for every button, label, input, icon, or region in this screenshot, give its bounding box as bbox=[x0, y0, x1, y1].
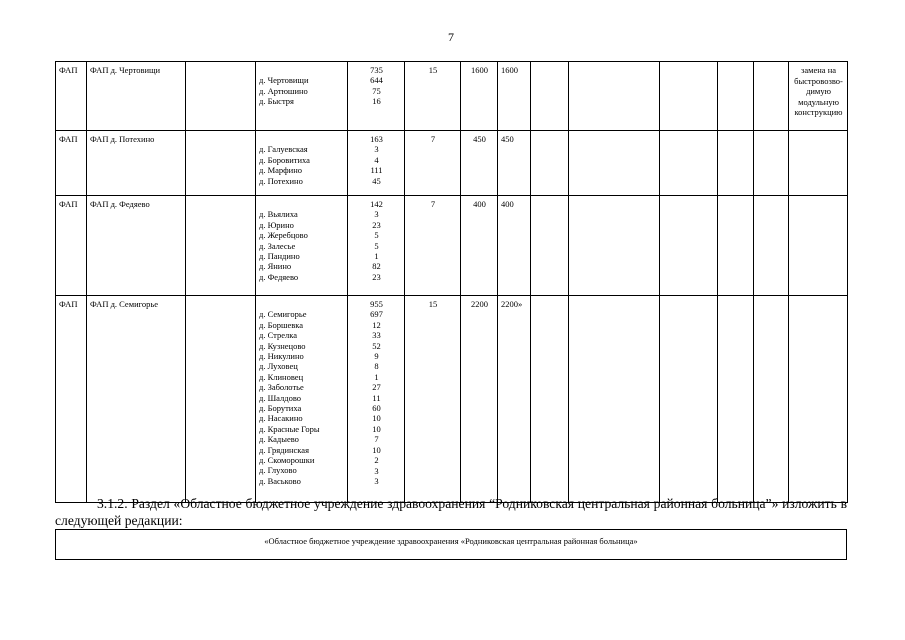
population-cell bbox=[348, 296, 405, 503]
settlement-name: д. Янино bbox=[259, 261, 292, 272]
col6-cell: 400 bbox=[461, 196, 498, 296]
note-cell bbox=[789, 131, 848, 196]
table-row bbox=[56, 62, 848, 131]
col5-cell: 15 bbox=[405, 296, 461, 503]
col7-cell: 2200» bbox=[498, 296, 531, 503]
note-cell bbox=[789, 296, 848, 503]
settlements-cell bbox=[256, 62, 348, 131]
population-cell bbox=[348, 62, 405, 131]
settlement-name: д. Клиновец bbox=[259, 371, 304, 382]
facility-name-cell: ФАП д. Потехино bbox=[87, 131, 186, 196]
settlement-name: д. Галуевская bbox=[259, 144, 308, 155]
population-value: 5 bbox=[374, 230, 379, 241]
settlement-name: д. Семигорье bbox=[259, 309, 307, 320]
empty-cell bbox=[186, 131, 256, 196]
population-value: 23 bbox=[372, 219, 381, 230]
empty-cell bbox=[569, 131, 660, 196]
facility-name-cell: ФАП д. Федяево bbox=[87, 196, 186, 296]
settlement-name: д. Марфино bbox=[259, 165, 303, 176]
empty-cell bbox=[660, 131, 718, 196]
note-cell bbox=[789, 196, 848, 296]
population-value: 697 bbox=[370, 309, 383, 320]
settlement-name: д. Жеребцово bbox=[259, 230, 308, 241]
settlement-name: д. Боровитиха bbox=[259, 154, 310, 165]
settlement-name: д. Кадыево bbox=[259, 434, 299, 445]
empty-cell bbox=[660, 196, 718, 296]
settlement-name: д. Федяево bbox=[259, 271, 299, 282]
population-value: 8 bbox=[374, 361, 379, 372]
population-value: 10 bbox=[372, 423, 381, 434]
empty-cell bbox=[569, 296, 660, 503]
empty-cell bbox=[718, 62, 754, 131]
settlement-name: д. Залесье bbox=[259, 240, 296, 251]
table-row bbox=[56, 131, 848, 196]
population-value: 10 bbox=[372, 413, 381, 424]
facility-type-cell: ФАП bbox=[56, 196, 87, 296]
settlement-name: д. Вьялиха bbox=[259, 209, 298, 220]
empty-cell bbox=[754, 196, 789, 296]
settlement-name: д. Красные Горы bbox=[259, 423, 320, 434]
empty-cell bbox=[718, 196, 754, 296]
col7-cell: 400 bbox=[498, 196, 531, 296]
settlement-name: д. Васьково bbox=[259, 475, 301, 486]
population-value: 1 bbox=[374, 371, 379, 382]
population-total: 955 bbox=[370, 299, 383, 309]
settlement-name: д. Потехино bbox=[259, 175, 303, 186]
population-value: 3 bbox=[374, 144, 379, 155]
table-row bbox=[56, 196, 848, 296]
empty-cell bbox=[531, 131, 569, 196]
settlements-cell bbox=[256, 131, 348, 196]
empty-cell bbox=[754, 296, 789, 503]
settlement-name: д. Глухово bbox=[259, 465, 297, 476]
amendment-paragraph: 3.1.2. Раздел «Областное бюджетное учреждение здравоохранения “Родниковская центральная районная больница”» изложить в следующей редакции: bbox=[55, 496, 847, 528]
settlement-name: д. Никулино bbox=[259, 351, 304, 362]
population-value: 27 bbox=[372, 382, 381, 393]
settlement-name: д. Кузнецово bbox=[259, 340, 306, 351]
population-value: 9 bbox=[374, 351, 379, 362]
population-value: 33 bbox=[372, 330, 381, 341]
settlement-name: д. Быстря bbox=[259, 96, 294, 107]
col5-cell: 7 bbox=[405, 196, 461, 296]
settlement-name: д. Скоморошки bbox=[259, 455, 315, 466]
population-value: 644 bbox=[370, 75, 383, 86]
settlement-name: д. Артюшино bbox=[259, 85, 308, 96]
empty-cell bbox=[531, 296, 569, 503]
table-row bbox=[56, 296, 848, 503]
empty-cell bbox=[754, 62, 789, 131]
population-value: 111 bbox=[370, 165, 383, 176]
population-value: 1 bbox=[374, 251, 379, 262]
population-value: 52 bbox=[372, 340, 381, 351]
section-title: «Областное бюджетное учреждение здравоохранения «Родниковская центральная районная больница» bbox=[264, 536, 638, 546]
table-body bbox=[56, 62, 848, 503]
empty-cell bbox=[186, 296, 256, 503]
population-value: 23 bbox=[372, 271, 381, 282]
page-number: 7 bbox=[448, 30, 454, 44]
empty-cell bbox=[660, 62, 718, 131]
col5-cell: 7 bbox=[405, 131, 461, 196]
settlement-name: д. Юрино bbox=[259, 219, 294, 230]
population-cell bbox=[348, 196, 405, 296]
facility-name-cell: ФАП д. Чертовищи bbox=[87, 62, 186, 131]
population-cell bbox=[348, 131, 405, 196]
empty-cell bbox=[718, 296, 754, 503]
empty-cell bbox=[186, 62, 256, 131]
empty-cell bbox=[569, 62, 660, 131]
settlement-name: д. Боршевка bbox=[259, 319, 304, 330]
facility-name-cell: ФАП д. Семигорье bbox=[87, 296, 186, 503]
col6-cell: 450 bbox=[461, 131, 498, 196]
population-total: 142 bbox=[370, 199, 383, 209]
population-total: 735 bbox=[370, 65, 383, 75]
facility-type-cell: ФАП bbox=[56, 131, 87, 196]
col7-cell: 450 bbox=[498, 131, 531, 196]
empty-cell bbox=[531, 196, 569, 296]
section-title-box bbox=[55, 529, 847, 560]
population-value: 5 bbox=[374, 240, 379, 251]
empty-cell bbox=[531, 62, 569, 131]
population-value: 12 bbox=[372, 319, 381, 330]
population-value: 16 bbox=[372, 96, 381, 107]
population-value: 10 bbox=[372, 444, 381, 455]
col6-cell: 1600 bbox=[461, 62, 498, 131]
population-value: 4 bbox=[374, 154, 379, 165]
population-value: 7 bbox=[374, 434, 379, 445]
settlement-name: д. Шалдово bbox=[259, 392, 302, 403]
facility-type-cell: ФАП bbox=[56, 62, 87, 131]
empty-cell bbox=[569, 196, 660, 296]
population-value: 45 bbox=[372, 175, 381, 186]
settlement-name: д. Грядинская bbox=[259, 444, 309, 455]
settlement-name: д. Чертовищи bbox=[259, 75, 309, 86]
col5-cell: 15 bbox=[405, 62, 461, 131]
empty-cell bbox=[754, 131, 789, 196]
empty-cell bbox=[186, 196, 256, 296]
settlements-cell bbox=[256, 196, 348, 296]
population-value: 11 bbox=[372, 392, 381, 403]
col6-cell: 2200 bbox=[461, 296, 498, 503]
settlements-cell bbox=[256, 296, 348, 503]
population-value: 60 bbox=[372, 403, 381, 414]
population-value: 3 bbox=[374, 209, 379, 220]
empty-cell bbox=[718, 131, 754, 196]
population-total: 163 bbox=[370, 134, 383, 144]
settlement-name: д. Заболотье bbox=[259, 382, 304, 393]
settlement-name: д. Насакино bbox=[259, 413, 303, 424]
population-value: 75 bbox=[372, 85, 381, 96]
settlement-name: д. Стрелка bbox=[259, 330, 297, 341]
population-value: 82 bbox=[372, 261, 381, 272]
settlement-name: д. Луховец bbox=[259, 361, 298, 372]
fap-table bbox=[55, 61, 848, 503]
col7-cell: 1600 bbox=[498, 62, 531, 131]
population-value: 2 bbox=[374, 455, 379, 466]
settlement-name: д. Пандино bbox=[259, 251, 300, 262]
facility-type-cell: ФАП bbox=[56, 296, 87, 503]
empty-cell bbox=[660, 296, 718, 503]
population-value: 3 bbox=[374, 465, 379, 476]
population-value: 3 bbox=[374, 475, 379, 486]
note-cell: замена на быстровозво-димую модульную конструкцию bbox=[789, 62, 848, 131]
settlement-name: д. Борутиха bbox=[259, 403, 302, 414]
